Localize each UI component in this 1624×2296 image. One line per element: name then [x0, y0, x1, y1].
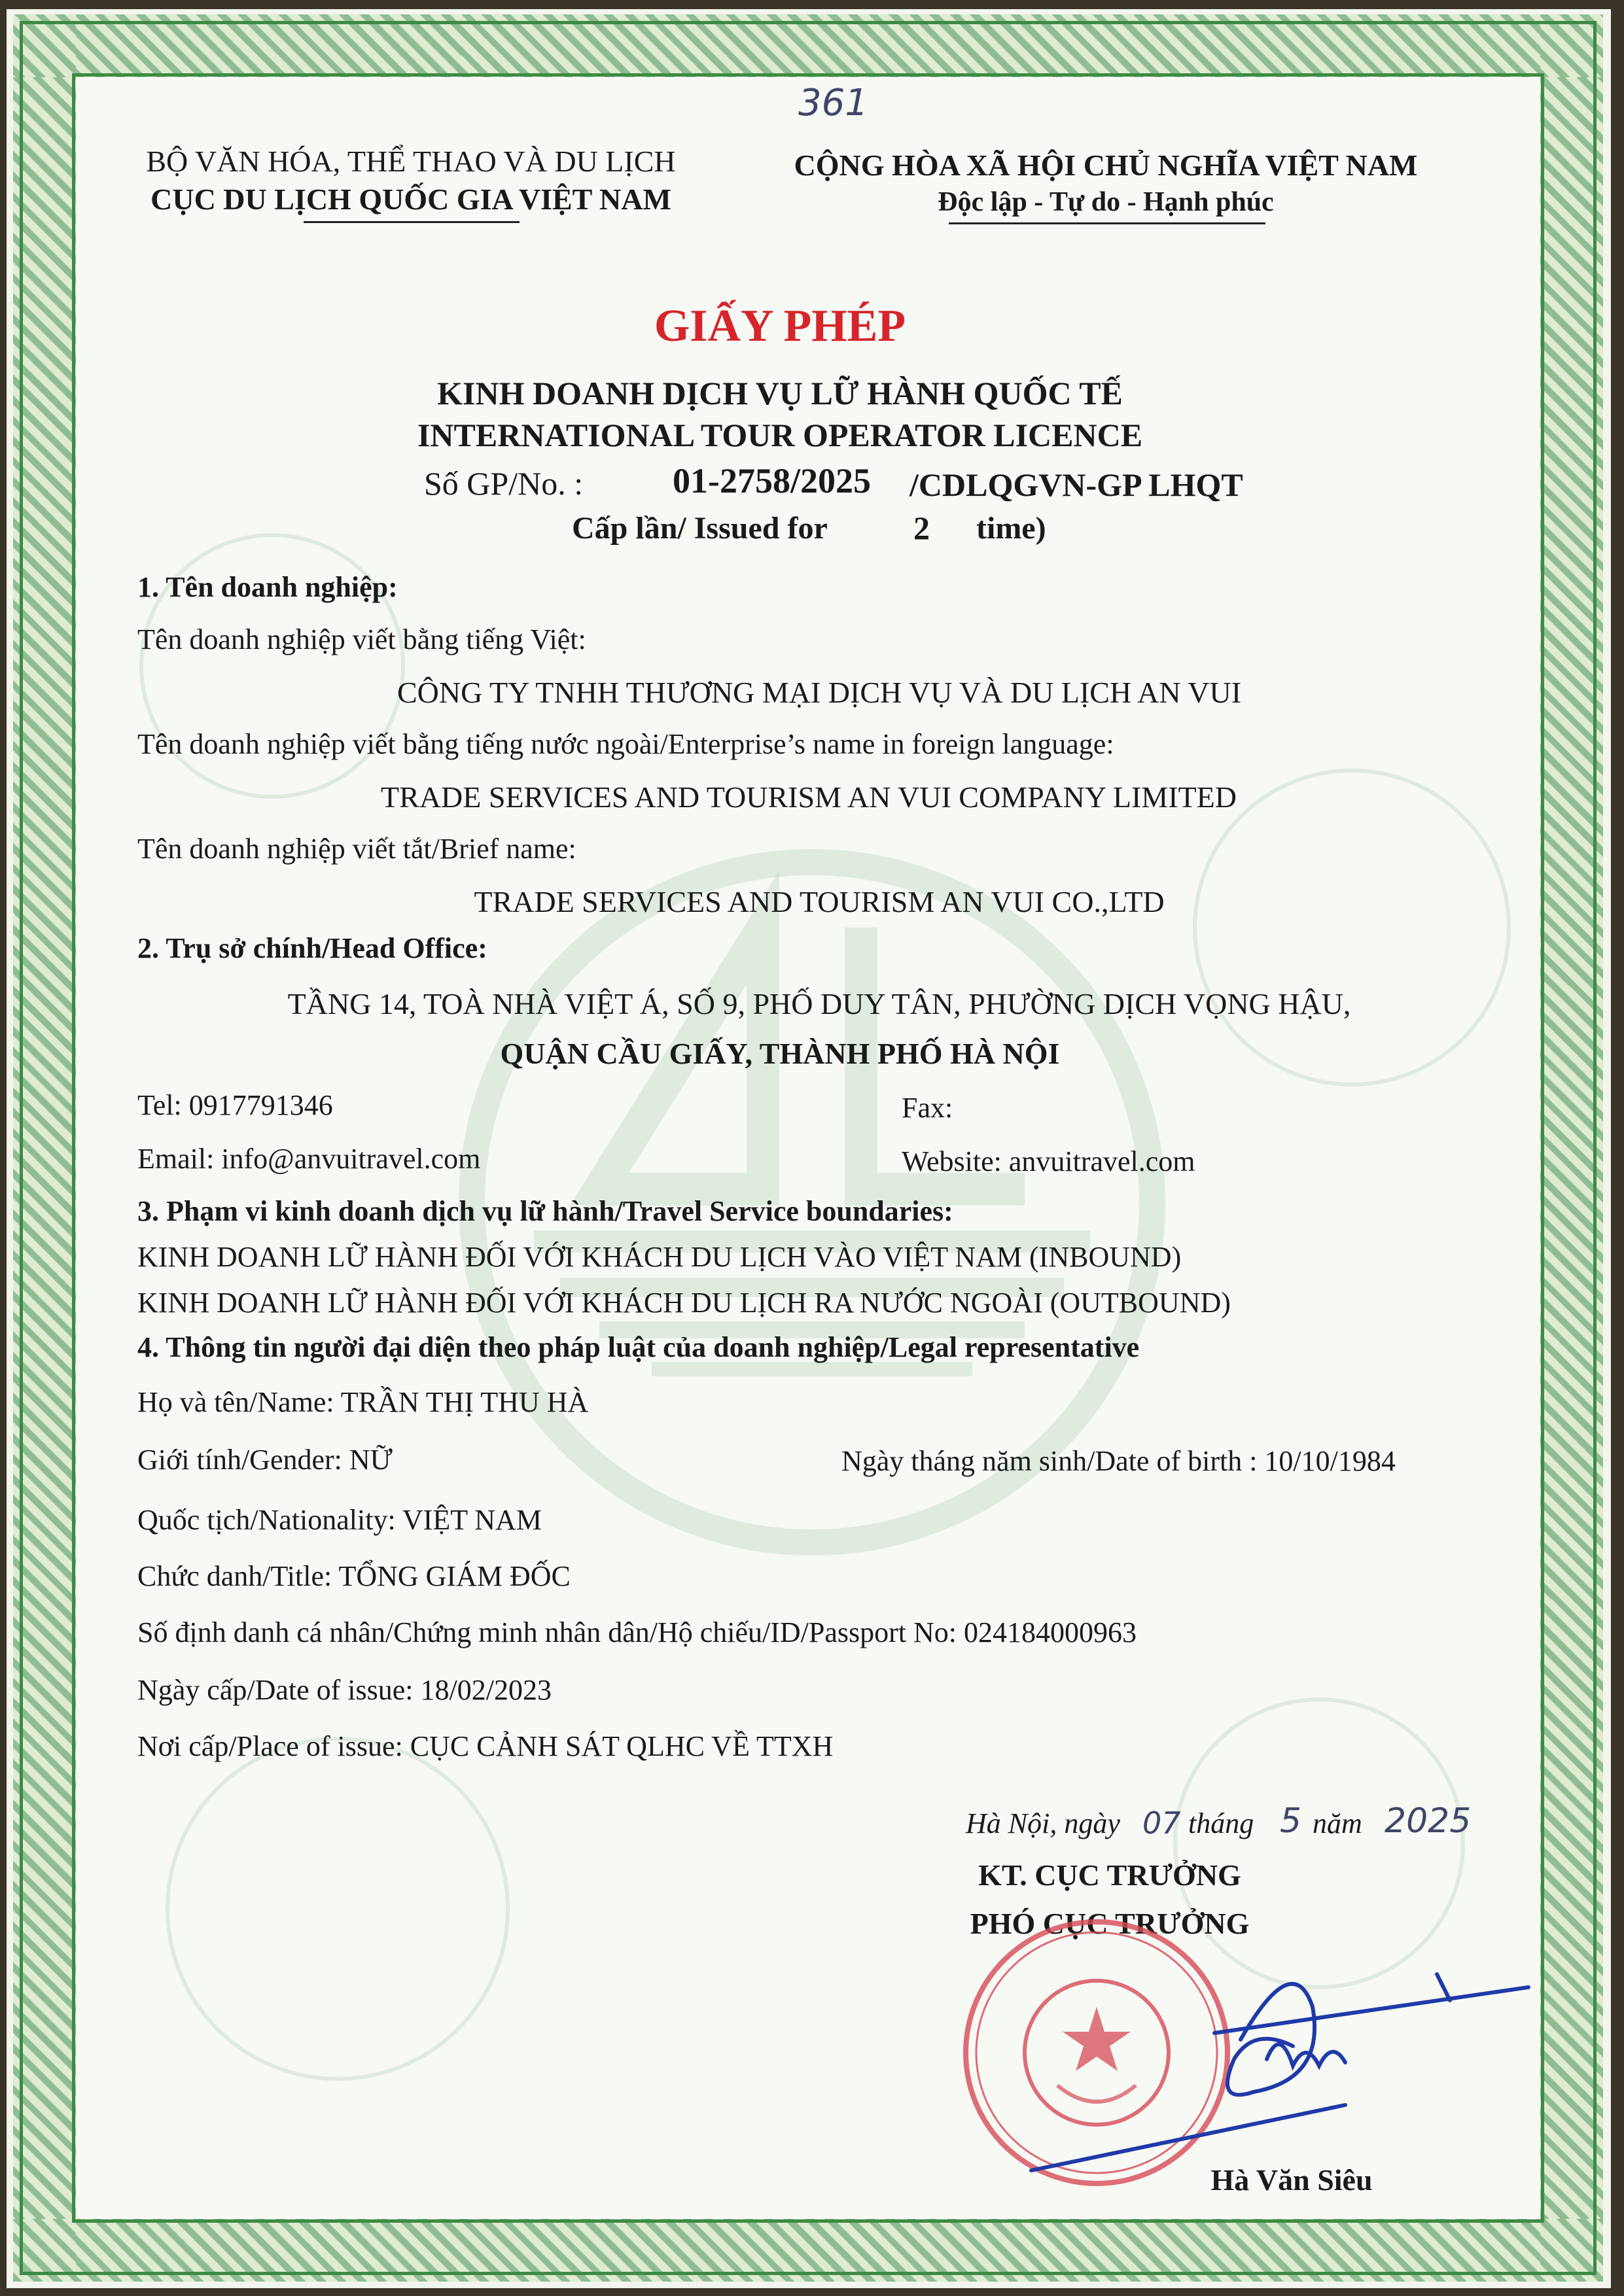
representative-dob: Ngày tháng năm sinh/Date of birth : 10/10/1984 — [841, 1445, 1396, 1477]
signer-role-2: PHÓ CỤC TRƯỞNG — [970, 1907, 1250, 1940]
licence-subtitle-en: INTERNATIONAL TOUR OPERATOR LICENCE — [417, 417, 1143, 453]
foreign-name-label: Tên doanh nghiệp viết bằng tiếng nước ngoài/Enterprise’s name in foreign language: — [137, 728, 1114, 760]
licence-number-suffix: /CDLQGVN-GP LHQT — [909, 466, 1243, 503]
id-issue-place: Nơi cấp/Place of issue: CỤC CẢNH SÁT QLHC VỀ TTXH — [137, 1730, 834, 1762]
licence-number-label: Số GP/No. : — [424, 465, 584, 502]
service-scope-outbound: KINH DOANH LỮ HÀNH ĐỐI VỚI KHÁCH DU LỊCH RA NƯỚC NGOÀI (OUTBOUND) — [137, 1287, 1231, 1319]
id-issue-date: Ngày cấp/Date of issue: 18/02/2023 — [137, 1674, 552, 1706]
ministry-name: BỘ VĂN HÓA, THỂ THAO VÀ DU LỊCH — [146, 145, 676, 178]
issued-for-suffix: time) — [976, 511, 1046, 546]
email: Email: info@anvuitravel.com — [137, 1143, 481, 1175]
issued-for-label: Cấp lần/ Issued for — [572, 511, 828, 546]
company-brief-name: TRADE SERVICES AND TOURISM AN VUI CO.,LTD — [474, 885, 1165, 918]
licence-number: 01-2758/2025 — [673, 461, 871, 500]
address-line-1: TẦNG 14, TOÀ NHÀ VIỆT Á, SỐ 9, PHỐ DUY TÂN, PHƯỜNG DỊCH VỌNG HẬU, — [287, 987, 1351, 1020]
fax: Fax: — [902, 1092, 953, 1124]
issue-date-prefix: Hà Nội, ngày — [966, 1807, 1120, 1839]
agency-name: CỤC DU LỊCH QUỐC GIA VIỆT NAM — [150, 183, 671, 216]
issue-day: 07 — [1142, 1805, 1181, 1841]
section-1-heading: 1. Tên doanh nghiệp: — [137, 571, 398, 603]
national-motto: Độc lập - Tự do - Hạnh phúc — [938, 187, 1274, 217]
representative-nationality: Quốc tịch/Nationality: VIỆT NAM — [137, 1504, 542, 1536]
issued-count: 2 — [913, 510, 930, 546]
vi-name-label: Tên doanh nghiệp viết bằng tiếng Việt: — [137, 623, 586, 655]
country-name: CỘNG HÒA XÃ HỘI CHỦ NGHĨA VIỆT NAM — [794, 148, 1418, 182]
service-scope-inbound: KINH DOANH LỮ HÀNH ĐỐI VỚI KHÁCH DU LỊCH VÀO VIỆT NAM (INBOUND) — [137, 1241, 1182, 1273]
company-name-en: TRADE SERVICES AND TOURISM AN VUI COMPANY LIMITED — [381, 780, 1237, 814]
licence-title: GIẤY PHÉP — [654, 301, 906, 351]
handwritten-signature — [1018, 1909, 1540, 2183]
issue-date-month-label: tháng — [1188, 1807, 1254, 1839]
company-name-vi: CÔNG TY TNHH THƯƠNG MẠI DỊCH VỤ VÀ DU LỊCH AN VUI — [397, 676, 1242, 709]
section-2-heading: 2. Trụ sở chính/Head Office: — [137, 932, 487, 964]
website: Website: anvuitravel.com — [902, 1145, 1195, 1177]
licence-subtitle-vi: KINH DOANH DỊCH VỤ LỮ HÀNH QUỐC TẾ — [437, 375, 1123, 411]
issue-date-year-label: năm — [1313, 1807, 1362, 1839]
representative-name: Họ và tên/Name: TRẦN THỊ THU HÀ — [137, 1386, 589, 1418]
handwritten-number: 361 — [798, 82, 868, 124]
phone: Tel: 0917791346 — [137, 1089, 333, 1121]
section-4-heading: 4. Thông tin người đại diện theo pháp luật của doanh nghiệp/Legal representative — [137, 1331, 1140, 1363]
signer-role-1: KT. CỤC TRƯỞNG — [978, 1858, 1241, 1892]
address-line-2: QUẬN CẦU GIẤY, THÀNH PHỐ HÀ NỘI — [500, 1037, 1060, 1070]
issue-year: 2025 — [1385, 1801, 1472, 1841]
representative-id: Số định danh cá nhân/Chứng minh nhân dân/Hộ chiếu/ID/Passport No: 024184000963 — [137, 1616, 1137, 1648]
issue-month: 5 — [1280, 1801, 1302, 1841]
agency-underline — [304, 221, 520, 223]
document-body — [76, 77, 1540, 2219]
representative-gender: Giới tính/Gender: NỮ — [137, 1444, 393, 1476]
signer-name: Hà Văn Siêu — [1210, 2163, 1373, 2197]
motto-underline — [949, 222, 1265, 224]
representative-title: Chức danh/Title: TỔNG GIÁM ĐỐC — [137, 1560, 571, 1592]
section-3-heading: 3. Phạm vi kinh doanh dịch vụ lữ hành/Travel Service boundaries: — [137, 1195, 953, 1227]
brief-name-label: Tên doanh nghiệp viết tắt/Brief name: — [137, 833, 576, 865]
